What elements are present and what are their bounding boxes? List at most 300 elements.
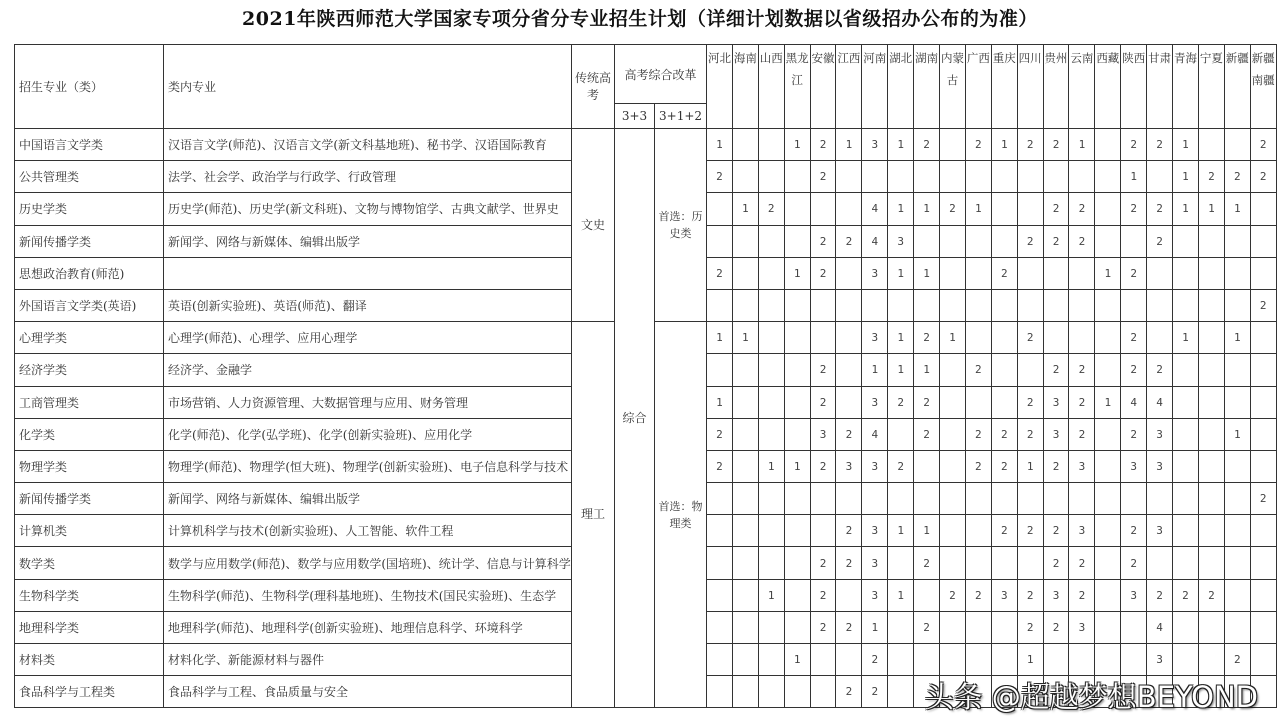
quota-cell <box>810 322 836 354</box>
quota-cell <box>836 322 862 354</box>
quota-cell: 3 <box>1147 418 1173 450</box>
quota-cell <box>1095 547 1121 579</box>
quota-cell: 1 <box>888 322 914 354</box>
quota-cell <box>732 644 758 676</box>
enrollment-plan-table <box>14 44 1277 708</box>
quota-cell <box>940 289 966 321</box>
header-province: 山西 <box>758 45 784 129</box>
quota-cell <box>1147 289 1173 321</box>
quota-cell <box>1250 193 1276 225</box>
quota-cell: 2 <box>810 161 836 193</box>
quota-cell <box>1173 450 1199 482</box>
quota-cell: 2 <box>1250 129 1276 161</box>
quota-cell: 2 <box>991 450 1017 482</box>
quota-cell: 1 <box>784 129 810 161</box>
quota-cell: 2 <box>940 579 966 611</box>
quota-cell <box>707 579 733 611</box>
quota-cell: 1 <box>965 193 991 225</box>
quota-cell <box>940 515 966 547</box>
quota-cell <box>707 483 733 515</box>
quota-cell <box>1224 289 1250 321</box>
quota-cell <box>940 129 966 161</box>
quota-cell: 2 <box>1147 193 1173 225</box>
quota-cell <box>810 289 836 321</box>
quota-cell <box>1173 257 1199 289</box>
header-province: 新疆 <box>1224 45 1250 129</box>
quota-cell: 2 <box>1017 225 1043 257</box>
quota-cell: 3 <box>862 322 888 354</box>
quota-cell: 3 <box>1043 579 1069 611</box>
quota-cell <box>888 289 914 321</box>
quota-cell: 3 <box>1069 611 1095 643</box>
quota-cell: 1 <box>1173 322 1199 354</box>
quota-cell: 2 <box>965 579 991 611</box>
quota-cell <box>1043 483 1069 515</box>
quota-cell: 2 <box>758 193 784 225</box>
quota-cell <box>758 129 784 161</box>
quota-cell <box>707 644 733 676</box>
quota-cell: 2 <box>1017 322 1043 354</box>
header-province: 广西 <box>965 45 991 129</box>
quota-cell <box>1043 644 1069 676</box>
quota-cell <box>991 611 1017 643</box>
quota-cell <box>888 418 914 450</box>
quota-cell <box>888 644 914 676</box>
quota-cell <box>732 354 758 386</box>
quota-cell: 2 <box>836 515 862 547</box>
quota-cell <box>1250 644 1276 676</box>
quota-cell: 3 <box>991 579 1017 611</box>
quota-cell <box>1095 611 1121 643</box>
quota-cell <box>1069 257 1095 289</box>
quota-cell: 2 <box>1017 418 1043 450</box>
category-cell: 地理科学类 <box>15 611 164 643</box>
quota-cell <box>758 515 784 547</box>
quota-cell: 4 <box>1147 611 1173 643</box>
quota-cell: 2 <box>1147 354 1173 386</box>
quota-cell <box>914 450 940 482</box>
quota-cell: 2 <box>1069 354 1095 386</box>
quota-cell <box>940 483 966 515</box>
quota-cell: 3 <box>1043 418 1069 450</box>
quota-cell <box>732 515 758 547</box>
header-province: 宁夏 <box>1198 45 1224 129</box>
quota-cell <box>1017 289 1043 321</box>
quota-cell <box>1121 611 1147 643</box>
reform-3-1-2-cell: 首选：物理类 <box>655 322 707 708</box>
quota-cell: 3 <box>862 257 888 289</box>
quota-cell <box>1095 515 1121 547</box>
quota-cell <box>732 418 758 450</box>
quota-cell <box>1017 354 1043 386</box>
quota-cell: 2 <box>810 450 836 482</box>
header-reform-3-1-2: 3+1+2 <box>655 104 707 129</box>
quota-cell <box>732 289 758 321</box>
quota-cell <box>862 161 888 193</box>
quota-cell <box>784 386 810 418</box>
quota-cell: 2 <box>707 450 733 482</box>
quota-cell <box>1224 483 1250 515</box>
majors-cell: 数学与应用数学(师范)、数学与应用数学(国培班)、统计学、信息与计算科学 <box>164 547 572 579</box>
quota-cell <box>1198 483 1224 515</box>
quota-cell: 2 <box>1147 579 1173 611</box>
quota-cell <box>1095 129 1121 161</box>
quota-cell: 2 <box>707 161 733 193</box>
quota-cell <box>1198 289 1224 321</box>
quota-cell: 2 <box>836 547 862 579</box>
majors-cell: 汉语言文学(师范)、汉语言文学(新文科基地班)、秘书学、汉语国际教育 <box>164 129 572 161</box>
quota-cell <box>836 161 862 193</box>
quota-cell: 1 <box>1173 129 1199 161</box>
quota-cell: 2 <box>965 418 991 450</box>
quota-cell: 2 <box>836 225 862 257</box>
quota-cell: 1 <box>914 193 940 225</box>
quota-cell: 2 <box>1043 354 1069 386</box>
quota-cell <box>965 386 991 418</box>
quota-cell <box>914 579 940 611</box>
quota-cell <box>758 676 784 708</box>
quota-cell <box>940 161 966 193</box>
quota-cell: 2 <box>1017 515 1043 547</box>
quota-cell <box>836 483 862 515</box>
quota-cell: 2 <box>1224 161 1250 193</box>
quota-cell: 1 <box>758 450 784 482</box>
quota-cell: 2 <box>991 418 1017 450</box>
quota-cell: 2 <box>914 547 940 579</box>
quota-cell: 2 <box>810 547 836 579</box>
quota-cell: 1 <box>707 322 733 354</box>
quota-cell <box>1173 418 1199 450</box>
watermark: 头条 @超越梦想BEYOND <box>924 680 1258 714</box>
quota-cell <box>1095 322 1121 354</box>
quota-cell <box>1043 257 1069 289</box>
quota-cell <box>1250 547 1276 579</box>
quota-cell <box>1173 483 1199 515</box>
quota-cell <box>1121 225 1147 257</box>
quota-cell <box>1198 418 1224 450</box>
quota-cell: 1 <box>940 322 966 354</box>
header-province: 江西 <box>836 45 862 129</box>
quota-cell: 3 <box>1043 386 1069 418</box>
quota-cell <box>1224 129 1250 161</box>
quota-cell: 2 <box>991 515 1017 547</box>
quota-cell <box>991 225 1017 257</box>
quota-cell: 1 <box>732 193 758 225</box>
quota-cell <box>1250 257 1276 289</box>
quota-cell <box>732 257 758 289</box>
category-cell: 化学类 <box>15 418 164 450</box>
quota-cell <box>1017 161 1043 193</box>
quota-cell: 2 <box>1043 611 1069 643</box>
quota-cell <box>1173 644 1199 676</box>
quota-cell <box>732 129 758 161</box>
quota-cell <box>784 289 810 321</box>
quota-cell <box>836 386 862 418</box>
quota-cell <box>810 483 836 515</box>
quota-cell: 3 <box>862 547 888 579</box>
quota-cell <box>991 322 1017 354</box>
quota-cell: 1 <box>707 386 733 418</box>
category-cell: 公共管理类 <box>15 161 164 193</box>
quota-cell <box>836 257 862 289</box>
category-cell: 食品科学与工程类 <box>15 676 164 708</box>
quota-cell: 2 <box>810 257 836 289</box>
quota-cell <box>784 322 810 354</box>
quota-cell <box>914 161 940 193</box>
majors-cell: 材料化学、新能源材料与器件 <box>164 644 572 676</box>
traditional-group-cell: 文史 <box>572 129 615 322</box>
quota-cell: 3 <box>1069 450 1095 482</box>
quota-cell <box>1147 161 1173 193</box>
quota-cell <box>1224 257 1250 289</box>
quota-cell: 2 <box>965 354 991 386</box>
header-province: 云南 <box>1069 45 1095 129</box>
quota-cell: 2 <box>1198 579 1224 611</box>
quota-cell <box>1198 644 1224 676</box>
quota-cell: 2 <box>810 129 836 161</box>
quota-cell: 1 <box>758 579 784 611</box>
quota-cell <box>1224 225 1250 257</box>
quota-cell: 2 <box>810 611 836 643</box>
quota-cell <box>940 225 966 257</box>
quota-cell <box>1147 322 1173 354</box>
header-province: 青海 <box>1173 45 1199 129</box>
majors-cell: 地理科学(师范)、地理科学(创新实验班)、地理信息科学、环境科学 <box>164 611 572 643</box>
quota-cell <box>1095 450 1121 482</box>
quota-cell <box>1017 257 1043 289</box>
quota-cell <box>784 225 810 257</box>
quota-cell: 2 <box>1043 225 1069 257</box>
traditional-group-cell: 理工 <box>572 322 615 708</box>
category-cell: 工商管理类 <box>15 386 164 418</box>
category-cell: 生物科学类 <box>15 579 164 611</box>
quota-cell: 4 <box>862 225 888 257</box>
quota-cell <box>1250 579 1276 611</box>
quota-cell: 2 <box>707 418 733 450</box>
quota-cell <box>1069 322 1095 354</box>
quota-cell: 2 <box>1121 515 1147 547</box>
quota-cell: 2 <box>810 579 836 611</box>
quota-cell: 1 <box>1121 161 1147 193</box>
quota-cell: 2 <box>914 322 940 354</box>
quota-cell <box>965 644 991 676</box>
quota-cell <box>914 289 940 321</box>
quota-cell <box>732 676 758 708</box>
quota-cell <box>758 322 784 354</box>
quota-cell <box>991 289 1017 321</box>
quota-cell <box>836 644 862 676</box>
quota-cell <box>1017 483 1043 515</box>
quota-cell <box>1121 483 1147 515</box>
quota-cell: 1 <box>888 257 914 289</box>
quota-cell <box>1121 644 1147 676</box>
quota-cell: 1 <box>888 129 914 161</box>
quota-cell: 2 <box>1121 322 1147 354</box>
quota-cell <box>1069 483 1095 515</box>
quota-cell <box>1198 257 1224 289</box>
quota-cell <box>888 483 914 515</box>
majors-cell: 历史学(师范)、历史学(新文科班)、文物与博物馆学、古典文献学、世界史 <box>164 193 572 225</box>
quota-cell: 2 <box>862 644 888 676</box>
quota-cell <box>1250 418 1276 450</box>
quota-cell: 2 <box>991 257 1017 289</box>
category-cell: 计算机类 <box>15 515 164 547</box>
header-majors: 类内专业 <box>164 45 572 129</box>
quota-cell: 1 <box>1224 418 1250 450</box>
quota-cell <box>1250 450 1276 482</box>
quota-cell <box>991 354 1017 386</box>
quota-cell <box>707 676 733 708</box>
quota-cell <box>1121 289 1147 321</box>
quota-cell <box>784 611 810 643</box>
quota-cell <box>784 515 810 547</box>
quota-cell <box>810 676 836 708</box>
quota-cell <box>707 611 733 643</box>
quota-cell: 3 <box>862 129 888 161</box>
quota-cell <box>991 644 1017 676</box>
quota-cell <box>1069 289 1095 321</box>
quota-cell <box>758 257 784 289</box>
quota-cell: 2 <box>836 676 862 708</box>
quota-cell: 1 <box>1017 644 1043 676</box>
quota-cell <box>914 225 940 257</box>
header-category: 招生专业（类） <box>15 45 164 129</box>
quota-cell: 1 <box>784 257 810 289</box>
quota-cell: 2 <box>836 611 862 643</box>
quota-cell <box>732 225 758 257</box>
quota-cell <box>1250 386 1276 418</box>
quota-cell: 1 <box>1017 450 1043 482</box>
quota-cell <box>888 611 914 643</box>
quota-cell: 2 <box>1198 161 1224 193</box>
category-cell: 思想政治教育(师范) <box>15 257 164 289</box>
quota-cell: 2 <box>1017 611 1043 643</box>
quota-cell: 2 <box>1043 515 1069 547</box>
header-province: 湖南 <box>914 45 940 129</box>
quota-cell: 2 <box>1069 225 1095 257</box>
quota-cell <box>940 257 966 289</box>
quota-cell <box>1095 644 1121 676</box>
quota-cell <box>784 418 810 450</box>
quota-cell <box>965 322 991 354</box>
quota-cell <box>1250 354 1276 386</box>
quota-cell <box>1043 289 1069 321</box>
quota-cell: 2 <box>836 418 862 450</box>
header-province: 四川 <box>1017 45 1043 129</box>
header-province: 新疆南疆 <box>1250 45 1276 129</box>
quota-cell <box>888 161 914 193</box>
header-traditional: 传统高考 <box>572 45 615 129</box>
quota-cell: 2 <box>810 225 836 257</box>
majors-cell: 新闻学、网络与新媒体、编辑出版学 <box>164 483 572 515</box>
quota-cell <box>1095 193 1121 225</box>
quota-cell <box>965 483 991 515</box>
quota-cell <box>810 193 836 225</box>
quota-cell: 2 <box>1069 579 1095 611</box>
quota-cell: 1 <box>1173 193 1199 225</box>
quota-cell: 2 <box>1121 257 1147 289</box>
quota-cell: 2 <box>965 129 991 161</box>
category-cell: 心理学类 <box>15 322 164 354</box>
quota-cell <box>1043 322 1069 354</box>
majors-cell: 心理学(师范)、心理学、应用心理学 <box>164 322 572 354</box>
quota-cell: 2 <box>1043 547 1069 579</box>
quota-cell <box>940 644 966 676</box>
quota-cell: 2 <box>810 386 836 418</box>
header-province: 安徽 <box>810 45 836 129</box>
quota-cell <box>1224 386 1250 418</box>
quota-cell: 1 <box>1198 193 1224 225</box>
header-reform-3-3: 3+3 <box>615 104 655 129</box>
quota-cell <box>707 354 733 386</box>
quota-cell <box>940 418 966 450</box>
category-cell: 材料类 <box>15 644 164 676</box>
quota-cell <box>862 289 888 321</box>
quota-cell <box>758 611 784 643</box>
table-row <box>15 129 1277 161</box>
quota-cell: 2 <box>1017 129 1043 161</box>
quota-cell <box>862 483 888 515</box>
quota-cell <box>1173 225 1199 257</box>
category-cell: 外国语言文学类(英语) <box>15 289 164 321</box>
quota-cell <box>1147 547 1173 579</box>
quota-cell <box>1147 257 1173 289</box>
majors-cell: 市场营销、人力资源管理、大数据管理与应用、财务管理 <box>164 386 572 418</box>
quota-cell <box>940 450 966 482</box>
quota-cell: 1 <box>836 129 862 161</box>
quota-cell: 1 <box>784 644 810 676</box>
majors-cell: 新闻学、网络与新媒体、编辑出版学 <box>164 225 572 257</box>
quota-cell <box>1173 547 1199 579</box>
quota-cell: 2 <box>1069 547 1095 579</box>
quota-cell <box>991 193 1017 225</box>
header-reform: 高考综合改革 <box>615 45 707 104</box>
quota-cell: 1 <box>888 354 914 386</box>
quota-cell: 1 <box>1224 322 1250 354</box>
majors-cell: 经济学、金融学 <box>164 354 572 386</box>
quota-cell <box>758 547 784 579</box>
quota-cell: 2 <box>707 257 733 289</box>
quota-cell: 1 <box>784 450 810 482</box>
quota-cell <box>1173 515 1199 547</box>
quota-cell <box>1198 515 1224 547</box>
quota-cell: 3 <box>1147 515 1173 547</box>
quota-cell: 3 <box>810 418 836 450</box>
quota-cell <box>1095 225 1121 257</box>
quota-cell: 4 <box>1147 386 1173 418</box>
quota-cell <box>732 483 758 515</box>
quota-cell <box>1095 483 1121 515</box>
quota-cell <box>888 676 914 708</box>
quota-cell <box>965 547 991 579</box>
quota-cell: 1 <box>1095 257 1121 289</box>
quota-cell <box>732 611 758 643</box>
quota-cell <box>784 676 810 708</box>
quota-cell <box>1198 611 1224 643</box>
quota-cell: 2 <box>1043 450 1069 482</box>
quota-cell: 2 <box>1250 289 1276 321</box>
quota-cell <box>758 161 784 193</box>
quota-cell <box>940 386 966 418</box>
quota-cell <box>758 354 784 386</box>
quota-cell: 3 <box>862 579 888 611</box>
quota-cell <box>940 611 966 643</box>
quota-cell: 2 <box>965 450 991 482</box>
quota-cell <box>1224 450 1250 482</box>
quota-cell: 2 <box>1043 129 1069 161</box>
quota-cell: 2 <box>1250 161 1276 193</box>
quota-cell: 4 <box>862 193 888 225</box>
